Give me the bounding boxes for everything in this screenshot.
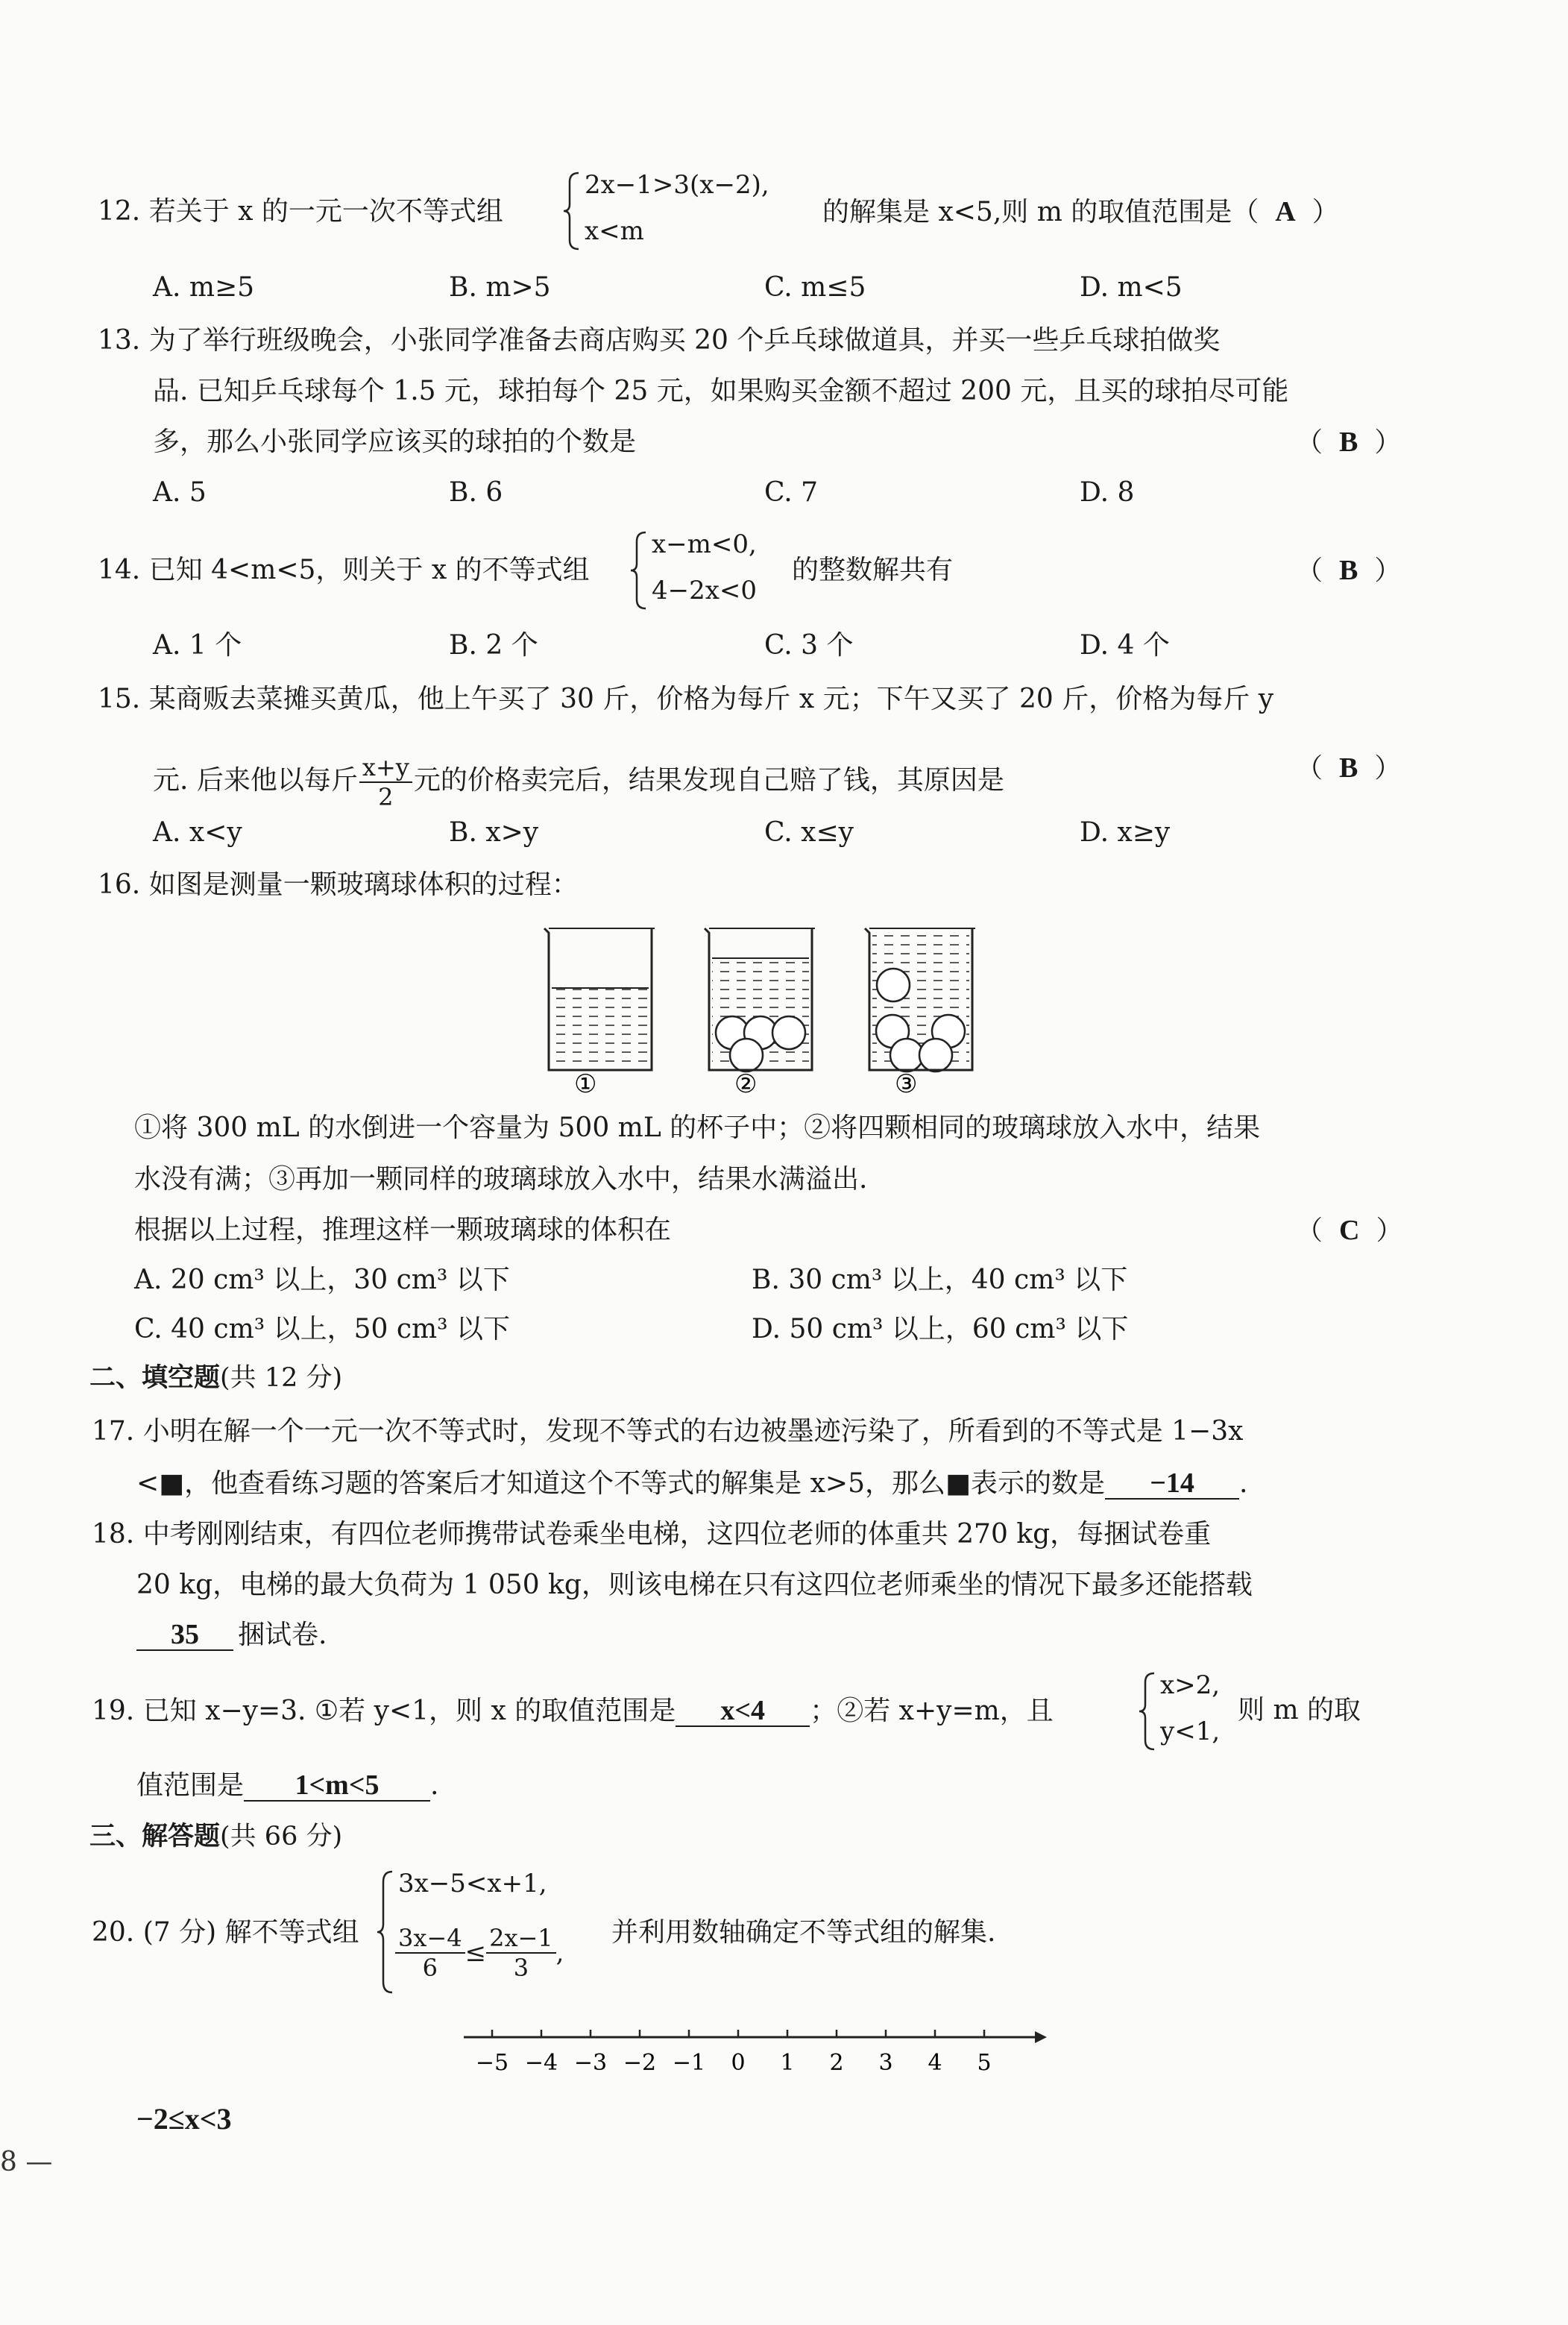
q14-answer: B [1339, 555, 1358, 586]
q12-option-c: C. m≤5 [764, 272, 866, 303]
beaker-2 [705, 928, 815, 1072]
q15-answer: B [1339, 752, 1358, 784]
q13-option-a: A. 5 [153, 477, 207, 508]
number-line-tick-label: −3 [573, 2050, 608, 2076]
q20-sys-2: $\frac{3x-4}{6}$ ≤ $\frac{2x-1}{3}$ , [395, 1924, 564, 1982]
q19-line2: 值范围是 1<m<5 . [136, 1769, 439, 1801]
number-line-tick-label: −5 [475, 2050, 509, 2076]
number-line-tick-label: 4 [928, 2050, 942, 2076]
glass-ball [730, 1039, 763, 1072]
q12-prefix: 12. 若关于 x 的一元一次不等式组 [98, 196, 503, 227]
q15-option-c: C. x≤y [764, 817, 854, 848]
q19-line1: 19. 已知 x−y=3. ①若 y<1，则 x 的取值范围是 x<4 ；②若 x+y=m，且 [92, 1695, 1054, 1726]
q20-brace [374, 1869, 397, 1995]
q20-frac2: $\frac{2x-1}{3}$ [486, 1924, 556, 1982]
q15-option-a: A. x<y [153, 817, 242, 848]
q15-answer-bracket: （ B ） [1296, 752, 1402, 784]
glass-ball [919, 1039, 952, 1072]
q14-option-b: B. 2 个 [449, 630, 538, 661]
q14-answer-bracket: （ B ） [1296, 555, 1402, 586]
number-line-tick-label: −1 [672, 2050, 706, 2076]
q16-intro: 16. 如图是测量一颗玻璃球体积的过程： [98, 869, 579, 900]
q16-option-a: A. 20 cm³ 以上，30 cm³ 以下 [134, 1265, 510, 1295]
number-line [455, 2021, 1051, 2088]
number-line-tick-label: 0 [731, 2050, 746, 2076]
q12-sys-2: x<m [585, 216, 644, 246]
q12-stem [98, 197, 503, 227]
q16-answer-bracket: （ C ） [1296, 1215, 1403, 1246]
q18-answer-blank: 35 [136, 1620, 233, 1651]
q19-answer1-blank: x<4 [676, 1696, 810, 1727]
section-2-title: 二、填空题(共 12 分) [89, 1363, 343, 1393]
q12-brace [561, 170, 583, 252]
number-line-tick-label: 2 [829, 2050, 844, 2076]
q19-sys-1: x>2, [1160, 1670, 1221, 1700]
q17-answer-blank: −14 [1105, 1468, 1239, 1500]
q19-part3: 则 m 的取 [1238, 1695, 1361, 1725]
glass-ball [772, 1016, 805, 1049]
page-number: 8 — [0, 2147, 53, 2177]
q16-line2: 水没有满；③再加一颗同样的玻璃球放入水中，结果水满溢出. [134, 1164, 868, 1195]
q14-system [652, 529, 757, 605]
q14-sys-2: 4−2x<0 [652, 576, 758, 605]
q12-system [585, 170, 769, 246]
q13-answer: B [1339, 427, 1358, 458]
q20-frac1: $\frac{3x-4}{6}$ [395, 1924, 465, 1982]
beaker-1 [544, 928, 655, 1070]
q17-line2: <■，他查看练习题的答案后才知道这个不等式的解集是 x>5，那么■表示的数是 −14 . [136, 1467, 1248, 1499]
q14-suffix: 的整数解共有 [792, 555, 954, 585]
q13-line3: 多，那么小张同学应该买的球拍的个数是 [153, 427, 637, 457]
q12-option-b: B. m>5 [449, 272, 551, 303]
q13-option-d: D. 8 [1080, 477, 1135, 508]
q20-answer: −2≤x<3 [136, 2102, 232, 2136]
q19-sys-2: y<1, [1160, 1717, 1221, 1746]
glass-ball [877, 969, 910, 1001]
q17-line1: 17. 小明在解一个一元一次不等式时，发现不等式的右边被墨迹污染了，所看到的不等式是 1−3x [92, 1416, 1244, 1447]
number-line-tick-label: −4 [524, 2050, 558, 2076]
q13-option-b: B. 6 [449, 477, 503, 508]
q19-system [1160, 1670, 1220, 1746]
q19-answer2-blank: 1<m<5 [244, 1770, 430, 1802]
beaker-label-1: ① [574, 1069, 597, 1099]
q15-fraction: $\frac{x+y}{2}$ [359, 753, 412, 811]
q16-line1: ①将 300 mL 的水倒进一个容量为 500 mL 的杯子中；②将四颗相同的玻璃球放入水中，结果 [134, 1113, 1261, 1143]
number-line-arrow [1035, 2031, 1047, 2043]
q14-option-a: A. 1 个 [153, 630, 242, 661]
q14-option-d: D. 4 个 [1080, 630, 1170, 661]
q18-line1: 18. 中考刚刚结束，有四位老师携带试卷乘坐电梯，这四位老师的体重共 270 kg，每捆试卷重 [92, 1519, 1212, 1550]
q12-option-d: D. m<5 [1080, 272, 1183, 303]
glass-ball [890, 1039, 923, 1072]
q16-option-b: B. 30 cm³ 以上，40 cm³ 以下 [752, 1265, 1128, 1295]
q16-option-c: C. 40 cm³ 以上，50 cm³ 以下 [134, 1314, 511, 1344]
q15-option-d: D. x≥y [1080, 817, 1171, 848]
number-line-tick-label: 3 [878, 2050, 893, 2076]
q14-option-c: C. 3 个 [764, 630, 854, 661]
beaker-label-3: ③ [895, 1069, 918, 1099]
q15-option-b: B. x>y [449, 817, 539, 848]
q13-answer-bracket: （ B ） [1296, 427, 1402, 458]
q16-line3: 根据以上过程，推理这样一颗玻璃球的体积在 [134, 1215, 672, 1245]
number-line-tick-label: −2 [623, 2050, 657, 2076]
q14-sys-1: x−m<0, [652, 529, 757, 559]
q12-suffix: 的解集是 x<5,则 m 的取值范围是（ A ） [822, 196, 1339, 227]
q19-brace [1136, 1670, 1159, 1752]
q12-sys-1: 2x−1>3(x−2), [585, 170, 769, 200]
q14-prefix: 14. 已知 4<m<5，则关于 x 的不等式组 [98, 555, 590, 585]
q16-answer: C [1339, 1215, 1360, 1246]
section-3-title: 三、解答题(共 66 分) [89, 1822, 343, 1851]
q15-line1: 15. 某商贩去菜摊买黄瓜，他上午买了 30 斤，价格为每斤 x 元；下午又买了 20 斤，价格为每斤 y [98, 684, 1274, 714]
q13-option-c: C. 7 [764, 477, 819, 508]
q12-option-a: A. m≥5 [153, 272, 255, 303]
q13-line1: 13. 为了举行班级晚会，小张同学准备去商店购买 20 个乒乓球做道具，并买一些乒乓球拍做奖 [98, 325, 1221, 356]
q15-line2: 元. 后来他以每斤 $\frac{x+y}{2}$ 元的价格卖完后，结果发现自己赔了钱，其原因是 [153, 753, 1004, 811]
q18-line3: 35 捆试卷. [136, 1620, 327, 1651]
q18-line2: 20 kg，电梯的最大负荷为 1 050 kg，则该电梯在只有这四位老师乘坐的情况下最多还能搭载 [136, 1570, 1253, 1600]
number-line-tick-label: 1 [780, 2050, 795, 2076]
q12-answer: A [1275, 196, 1296, 227]
q13-line2: 品. 已知乒乓球每个 1.5 元，球拍每个 25 元，如果购买金额不超过 200 元，且买的球拍尽可能 [153, 376, 1289, 406]
q20-sys-1: 3x−5<x+1, [398, 1869, 547, 1898]
q16-option-d: D. 50 cm³ 以上，60 cm³ 以下 [752, 1314, 1129, 1344]
beaker-label-2: ② [734, 1069, 758, 1099]
number-line-tick-label: 5 [977, 2050, 992, 2076]
q14-brace [628, 529, 650, 611]
beaker-figure [522, 913, 999, 1107]
q20-suffix: 并利用数轴确定不等式组的解集. [611, 1917, 996, 1948]
beaker-3 [865, 928, 975, 1072]
q20-prefix: 20. (7 分) 解不等式组 [92, 1917, 359, 1948]
